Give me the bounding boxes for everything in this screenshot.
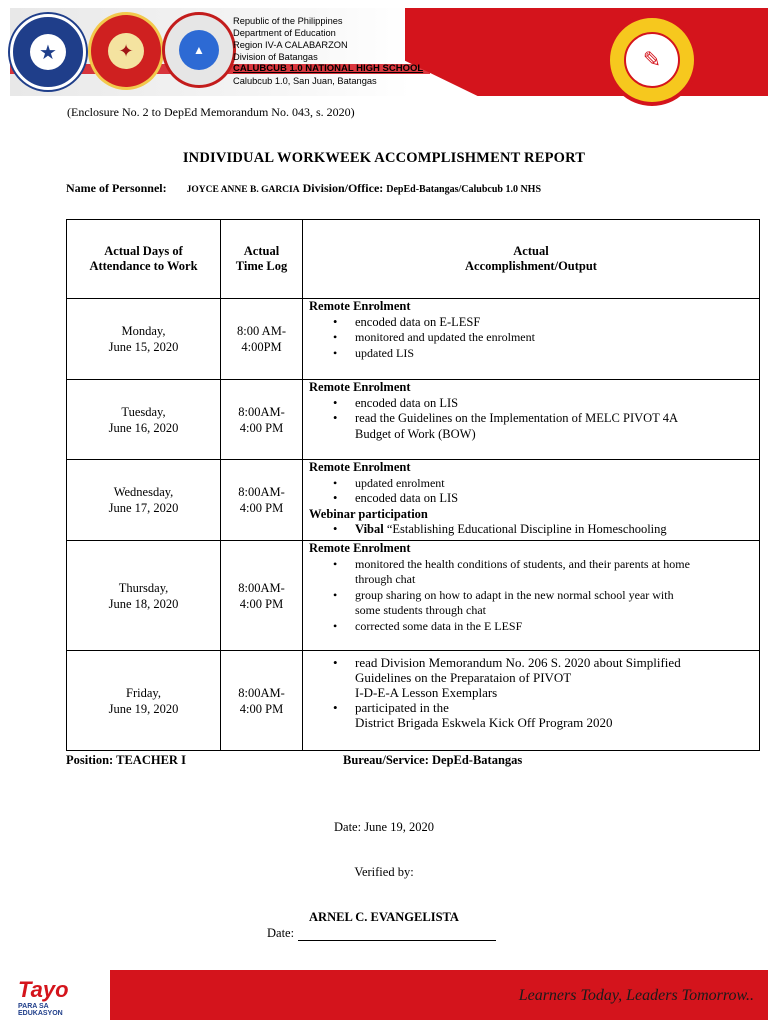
accomplishment-table bbox=[66, 219, 760, 751]
time-cell: 8:00AM- 4:00 PM bbox=[221, 380, 303, 460]
webinar-title: “Establishing Educational Discipline in Homeschooling bbox=[386, 522, 667, 536]
output-cell bbox=[303, 299, 760, 380]
header-time: Actual Time Log bbox=[221, 220, 303, 299]
output-list bbox=[309, 476, 753, 507]
tayo-logo-subtitle: PARA SA EDUKASYON bbox=[18, 1003, 63, 1017]
list-item: • monitored and updated the enrolment bbox=[355, 330, 753, 346]
header-line: Division of Batangas bbox=[233, 52, 318, 62]
position-label: Position: TEACHER I bbox=[66, 753, 186, 767]
list-item: • encoded data on LIS bbox=[355, 491, 753, 507]
list-item: • monitored the health conditions of students, and their parents at home through chat bbox=[355, 557, 753, 588]
depedbatangas-seal-icon: ▲ bbox=[162, 12, 236, 88]
list-item: • read the Guidelines on the Implementation of MELC PIVOT 4A Budget of Work (BOW) bbox=[355, 411, 753, 442]
list-item bbox=[355, 522, 753, 538]
signatory-name: ARNEL C. EVANGELISTA bbox=[309, 910, 459, 924]
output-list bbox=[309, 396, 753, 443]
time-cell: 8:00AM- 4:00 PM bbox=[221, 541, 303, 651]
header-line: Department of Education bbox=[233, 28, 336, 38]
header-line: Republic of the Philippines bbox=[233, 16, 343, 26]
output-list bbox=[309, 522, 753, 538]
output-cell bbox=[303, 380, 760, 460]
time-cell: 8:00AM- 4:00 PM bbox=[221, 651, 303, 751]
personnel-line bbox=[66, 181, 541, 196]
list-item: • read Division Memorandum No. 206 S. 2020 about Simplified Guidelines on the Preparataion of PIVOT I-D-E-A Lesson Exemplars bbox=[355, 655, 753, 700]
tayo-logo: Tayo bbox=[18, 977, 69, 1002]
output-cell bbox=[303, 541, 760, 651]
school-address: Calubcub 1.0, San Juan, Batangas bbox=[233, 76, 377, 86]
list-item: • group sharing on how to adapt in the new normal school year with some students through chat bbox=[355, 588, 753, 619]
division-label: Division/Office: bbox=[302, 181, 384, 195]
list-item: • participated in the District Brigada Eskwela Kick Off Program 2020 bbox=[355, 700, 753, 730]
date-label: Date: bbox=[267, 926, 295, 940]
page-title: INDIVIDUAL WORKWEEK ACCOMPLISHMENT REPORT bbox=[182, 150, 586, 166]
enclosure-note: (Enclosure No. 2 to DepEd Memorandum No. 043, s. 2020) bbox=[67, 105, 355, 119]
day-cell: Thursday, June 18, 2020 bbox=[67, 541, 221, 651]
output-cell bbox=[303, 651, 760, 751]
footer-slogan: Learners Today, Leaders Tomorrow.. bbox=[518, 987, 754, 1004]
section-heading: Remote Enrolment bbox=[309, 380, 411, 394]
table-header-row bbox=[67, 220, 760, 299]
verified-by-label: Verified by: bbox=[354, 865, 414, 879]
list-item: • encoded data on LIS bbox=[355, 396, 753, 412]
header-line: Region IV-A CALABARZON bbox=[233, 40, 348, 50]
list-item: • updated enrolment bbox=[355, 476, 753, 492]
time-cell: 8:00 AM- 4:00PM bbox=[221, 299, 303, 380]
output-list bbox=[309, 655, 753, 730]
day-cell: Friday, June 19, 2020 bbox=[67, 651, 221, 751]
date-blank-line bbox=[298, 928, 496, 941]
header-days: Actual Days of Attendance to Work bbox=[67, 220, 221, 299]
output-cell bbox=[303, 460, 760, 541]
list-item: • encoded data on E-LESF bbox=[355, 315, 753, 331]
deped-seal-icon: ★ bbox=[10, 14, 86, 90]
personnel-name: JOYCE ANNE B. GARCIA bbox=[186, 185, 300, 195]
division-value: DepEd-Batangas/Calubcub 1.0 NHS bbox=[386, 184, 542, 195]
table-row bbox=[67, 651, 760, 751]
list-item: • updated LIS bbox=[355, 346, 753, 362]
section-heading: Remote Enrolment bbox=[309, 460, 411, 474]
report-date: Date: June 19, 2020 bbox=[334, 820, 434, 834]
school-seal-icon: ✎ bbox=[606, 14, 698, 106]
letterhead bbox=[0, 0, 768, 100]
day-cell: Wednesday, June 17, 2020 bbox=[67, 460, 221, 541]
table-row bbox=[67, 541, 760, 651]
table-row bbox=[67, 460, 760, 541]
vibal-label: Vibal bbox=[355, 522, 384, 536]
bureau-label: Bureau/Service: DepEd-Batangas bbox=[343, 753, 523, 767]
table-row bbox=[67, 299, 760, 380]
time-cell: 8:00AM- 4:00 PM bbox=[221, 460, 303, 541]
signature-date bbox=[267, 926, 496, 941]
section-heading: Remote Enrolment bbox=[309, 541, 411, 555]
day-cell: Monday, June 15, 2020 bbox=[67, 299, 221, 380]
school-name: CALUBCUB 1.0 NATIONAL HIGH SCHOOL bbox=[233, 63, 424, 74]
list-item: • corrected some data in the E LESF bbox=[355, 619, 753, 635]
letterhead-red-banner bbox=[405, 8, 768, 96]
day-cell: Tuesday, June 16, 2020 bbox=[67, 380, 221, 460]
name-label: Name of Personnel: bbox=[66, 181, 167, 195]
table-row bbox=[67, 380, 760, 460]
header-output: Actual Accomplishment/Output bbox=[303, 220, 760, 299]
output-list bbox=[309, 315, 753, 362]
section-heading: Remote Enrolment bbox=[309, 299, 411, 313]
letterhead-text bbox=[233, 15, 423, 87]
section-heading: Webinar participation bbox=[309, 506, 428, 521]
output-list bbox=[309, 557, 753, 635]
division-seal-icon: ✦ bbox=[88, 12, 164, 90]
